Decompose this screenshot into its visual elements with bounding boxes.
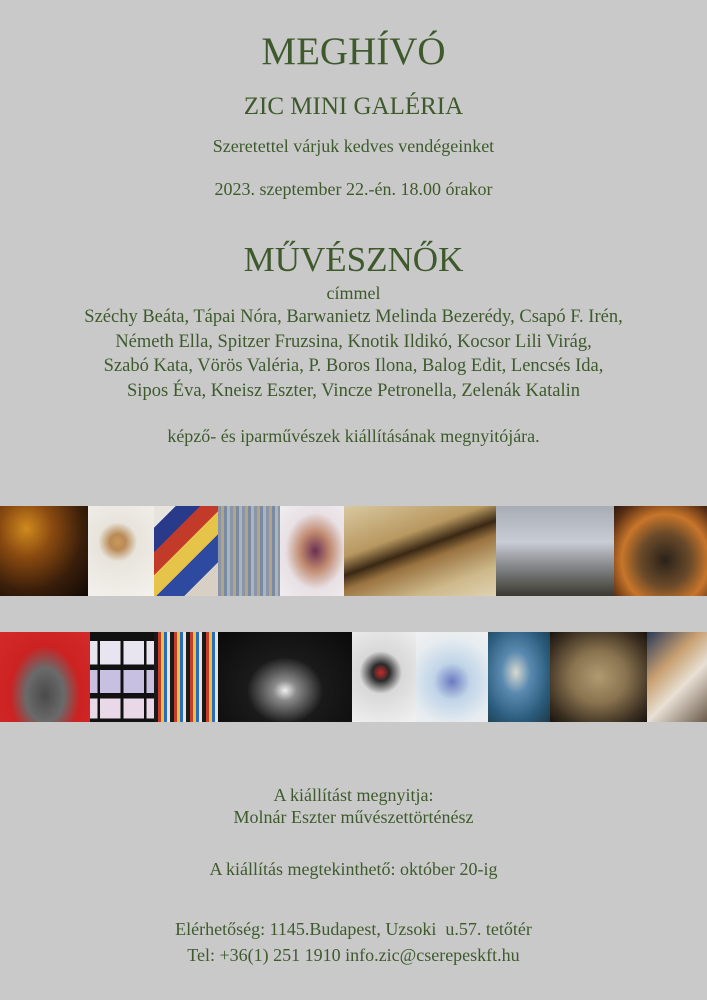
artwork-image — [88, 506, 154, 596]
welcome-text: Szeretettel várjuk kedves vendégeinket — [212, 136, 495, 156]
artwork-image — [496, 506, 614, 596]
artwork-image — [154, 506, 218, 596]
artwork-image — [218, 632, 352, 722]
exhibition-title: MŰVÉSZNŐK — [243, 240, 464, 279]
titled-text: címmel — [326, 283, 381, 303]
artists-line: Németh Ella, Spitzer Fruzsina, Knotik Ildikó, Kocsor Lili Virág, — [115, 331, 592, 352]
artwork-strip-bottom — [0, 632, 707, 722]
artists-line: Szabó Kata, Vörös Valéria, P. Boros Ilona, Balog Edit, Lencsés Ida, — [103, 356, 604, 376]
artwork-image — [0, 506, 88, 596]
artwork-image — [647, 632, 707, 722]
artwork-image — [280, 506, 344, 596]
artists-line: Sipos Éva, Kneisz Eszter, Vincze Petronella, Zelenák Katalin — [127, 380, 580, 401]
viewable-until: A kiállítás megtekinthető: október 20-ig — [209, 859, 498, 879]
artwork-image — [550, 632, 647, 722]
artists-line: Széchy Beáta, Tápai Nóra, Barwanietz Melinda Bezerédy, Csapó F. Irén, — [84, 307, 623, 327]
gallery-name: ZIC MINI GALÉRIA — [243, 93, 464, 120]
artwork-image — [218, 506, 280, 596]
event-datetime: 2023. szeptember 22.-én. 18.00 órakor — [214, 179, 493, 199]
contact-address: Elérhetőség: 1145.Budapest, Uzsoki u.57. tetőtér — [175, 919, 532, 939]
contact-phone-email: Tel: +36(1) 251 1910 info.zic@cserepeskft.hu — [187, 945, 520, 965]
opener-label: A kiállítást megnyitja: — [273, 785, 434, 805]
artwork-strip-top — [0, 506, 707, 596]
artwork-image — [344, 506, 496, 596]
artwork-image — [416, 632, 488, 722]
artwork-image — [90, 632, 154, 722]
invitation-title: MEGHÍVÓ — [261, 30, 446, 73]
artwork-image — [488, 632, 550, 722]
artists-list — [0, 305, 707, 403]
artwork-image — [352, 632, 416, 722]
opener-name: Molnár Eszter művészettörténész — [233, 807, 474, 827]
artwork-image — [154, 632, 218, 722]
artwork-image — [614, 506, 707, 596]
artwork-image — [0, 632, 90, 722]
occasion-text: képző- és iparművészek kiállításának megnyitójára. — [167, 426, 540, 446]
